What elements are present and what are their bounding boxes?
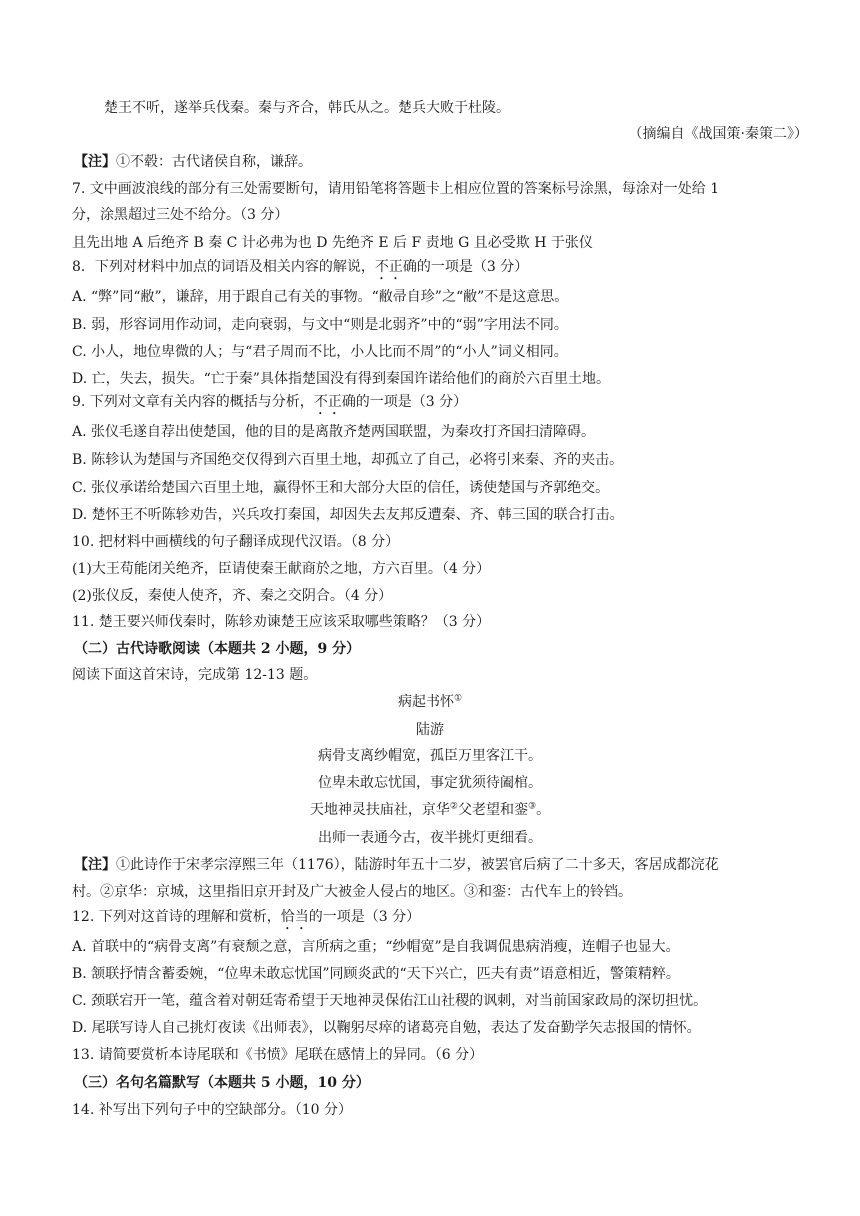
- q12-option-a: A. 首联中的“病骨支离”有衰颓之意，言所病之重；“纱帽宽”是自我调侃患病消瘦，连帽子也显大。: [72, 939, 680, 955]
- q9-option-c: C. 张仪承诺给楚国六百里土地，赢得怀王和大部分大臣的信任，诱使楚国与齐郭绝交。: [72, 480, 610, 496]
- note-1-text: ①不毂：古代诸侯自称，谦辞。: [116, 154, 312, 170]
- poem-line-1: 病骨支离纱帽宽，孤臣万里客江干。: [318, 748, 542, 764]
- q12-option-d: D. 尾联写诗人自己挑灯夜读《出师表》，以鞠躬尽瘁的诸葛亮自勉，表达了发奋勤学矢志报国的情怀。: [72, 1020, 701, 1036]
- poem-line-3-c: 。: [536, 802, 551, 818]
- section-3-heading: （三）名句名篇默写（本题共 5 小题，10 分）: [74, 1075, 370, 1091]
- q8-stem-pre: 8．下列对材料中加点的词语及相关内容的解说，: [72, 259, 375, 275]
- poem-author: 陆游: [416, 722, 444, 738]
- q8-option-a: A. “弊”同“敝”，谦辞，用于跟自己有关的事物。“敝帚自珍”之“敝”不是这意思。: [72, 289, 569, 305]
- q14-stem: 14. 补写出下列句子中的空缺部分。（10 分）: [72, 1102, 352, 1118]
- q11-stem: 11. 楚王要兴师伐秦时，陈轸劝谏楚王应该采取哪些策略？（3 分）: [72, 614, 491, 630]
- poem-line-3: [0, 800, 860, 820]
- poem-line-4: 出师一表通今古，夜半挑灯更细看。: [318, 830, 542, 846]
- q9-option-a: A. 张仪毛遂自荐出使楚国，他的目的是离散齐楚两国联盟，为秦攻打齐国扫清障碍。: [72, 424, 596, 440]
- q8-option-c: C. 小人，地位卑微的人；与“君子周而不比，小人比而不周”的“小人”词义相同。: [72, 344, 568, 360]
- q10-stem: 10. 把材料中画横线的句子翻译成现代汉语。（8 分）: [72, 534, 400, 550]
- q12-option-c: C. 颈联宕开一笔，蕴含着对朝廷寄希望于天地神灵保佑江山社稷的讽刺，对当前国家政局的深切担忧。: [72, 993, 708, 1009]
- q9-stem-dotted: 不正: [313, 394, 342, 410]
- q7-options: 且先出地 A 后绝齐 B 秦 C 计必弗为也 D 先绝齐 E 后 F 责地 G 且必受欺 H 于张仪: [72, 235, 593, 251]
- q7-stem-line2: 分，涂黑超过三处不给分。（3 分）: [72, 207, 289, 223]
- q10-sentence-1: (1)大王苟能闭关绝齐，臣请使秦王献商於之地，方六百里。（4 分）: [72, 561, 491, 577]
- q12-stem-pre: 12. 下列对这首诗的理解和赏析，: [72, 909, 281, 925]
- poem-title-text: 病起书怀: [397, 694, 454, 710]
- q9-stem-post: 确的一项是（3 分）: [341, 394, 468, 410]
- passage-end: 楚王不听，遂举兵伐秦。秦与齐合，韩氏从之。楚兵大败于杜陵。: [104, 100, 510, 116]
- poem-note-2-mark: ②: [449, 801, 458, 812]
- q12-option-b: B. 颔联抒情含蓄委婉，“位卑未敢忘忧国”同顾炎武的“天下兴亡，匹夫有责”语意相近，警策精粹。: [72, 966, 680, 982]
- poem-note-3-mark: ③: [528, 801, 537, 812]
- poem-line-2: 位卑未敢忘忧国，事定犹须待阖棺。: [318, 775, 542, 791]
- note-tag: 【注】: [74, 154, 116, 170]
- note-2-line1: [74, 855, 719, 875]
- q12-stem-dotted: 恰当: [280, 909, 309, 925]
- q9-stem: [72, 392, 467, 418]
- q9-option-b: B. 陈轸认为楚国与齐国绝交仅得到六百里土地，却孤立了自己，必将引来秦、齐的夹击。: [72, 452, 624, 468]
- q8-option-d: D. 亡，失去，损失。“亡于秦”具体指楚国没有得到秦国许诺给他们的商於六百里土地。: [72, 371, 610, 387]
- poem-title-note: ①: [453, 693, 463, 704]
- q9-option-d: D. 楚怀王不听陈轸劝告，兴兵攻打秦国，却因失去友邦反遭秦、齐、韩三国的联合打击。: [72, 507, 624, 523]
- note-2-line2: 村。②京华：京城，这里指旧京开封及广大被金人侵占的地区。③和銮：古代车上的铃铛。: [72, 884, 632, 900]
- source-citation: （摘编自《战国策·秦策二》）: [628, 126, 808, 142]
- note-2-text-1: ①此诗作于宋孝宗淳熙三年（1176），陆游时年五十二岁，被罢官后病了二十多天，客居成都浣花: [116, 857, 719, 873]
- section-2-intro: 阅读下面这首宋诗，完成第 12-13 题。: [72, 667, 318, 683]
- note-1: [74, 152, 312, 172]
- poem-title: [0, 692, 860, 712]
- q12-stem-post: 的一项是（3 分）: [308, 909, 421, 925]
- q13-stem: 13. 请简要赏析本诗尾联和《书愤》尾联在感情上的异同。（6 分）: [72, 1047, 484, 1063]
- note-2-tag: 【注】: [74, 857, 116, 873]
- q8-stem-dotted: 不正: [374, 259, 403, 275]
- poem-line-3-a: 天地神灵扶庙社，京华: [309, 802, 450, 818]
- q8-option-b: B. 弱，形容词用作动词，走向衰弱，与文中“则是北弱齐”中的“弱”字用法不同。: [72, 317, 568, 333]
- q8-stem: [72, 257, 528, 283]
- q8-stem-post: 确的一项是（3 分）: [402, 259, 529, 275]
- q12-stem: [72, 907, 420, 933]
- q10-sentence-2: (2)张仪反，秦使人使齐，齐、秦之交阴合。（4 分）: [72, 588, 393, 604]
- q9-stem-pre: 9. 下列对文章有关内容的概括与分析，: [72, 394, 314, 410]
- section-2-heading: （二）古代诗歌阅读（本题共 2 小题，9 分）: [74, 641, 361, 657]
- q7-stem-line1: 7. 文中画波浪线的部分有三处需要断句，请用铅笔将答题卡上相应位置的答案标号涂黑，每涂对一处给 1: [72, 181, 720, 197]
- poem-line-3-b: 父老望和銮: [458, 802, 528, 818]
